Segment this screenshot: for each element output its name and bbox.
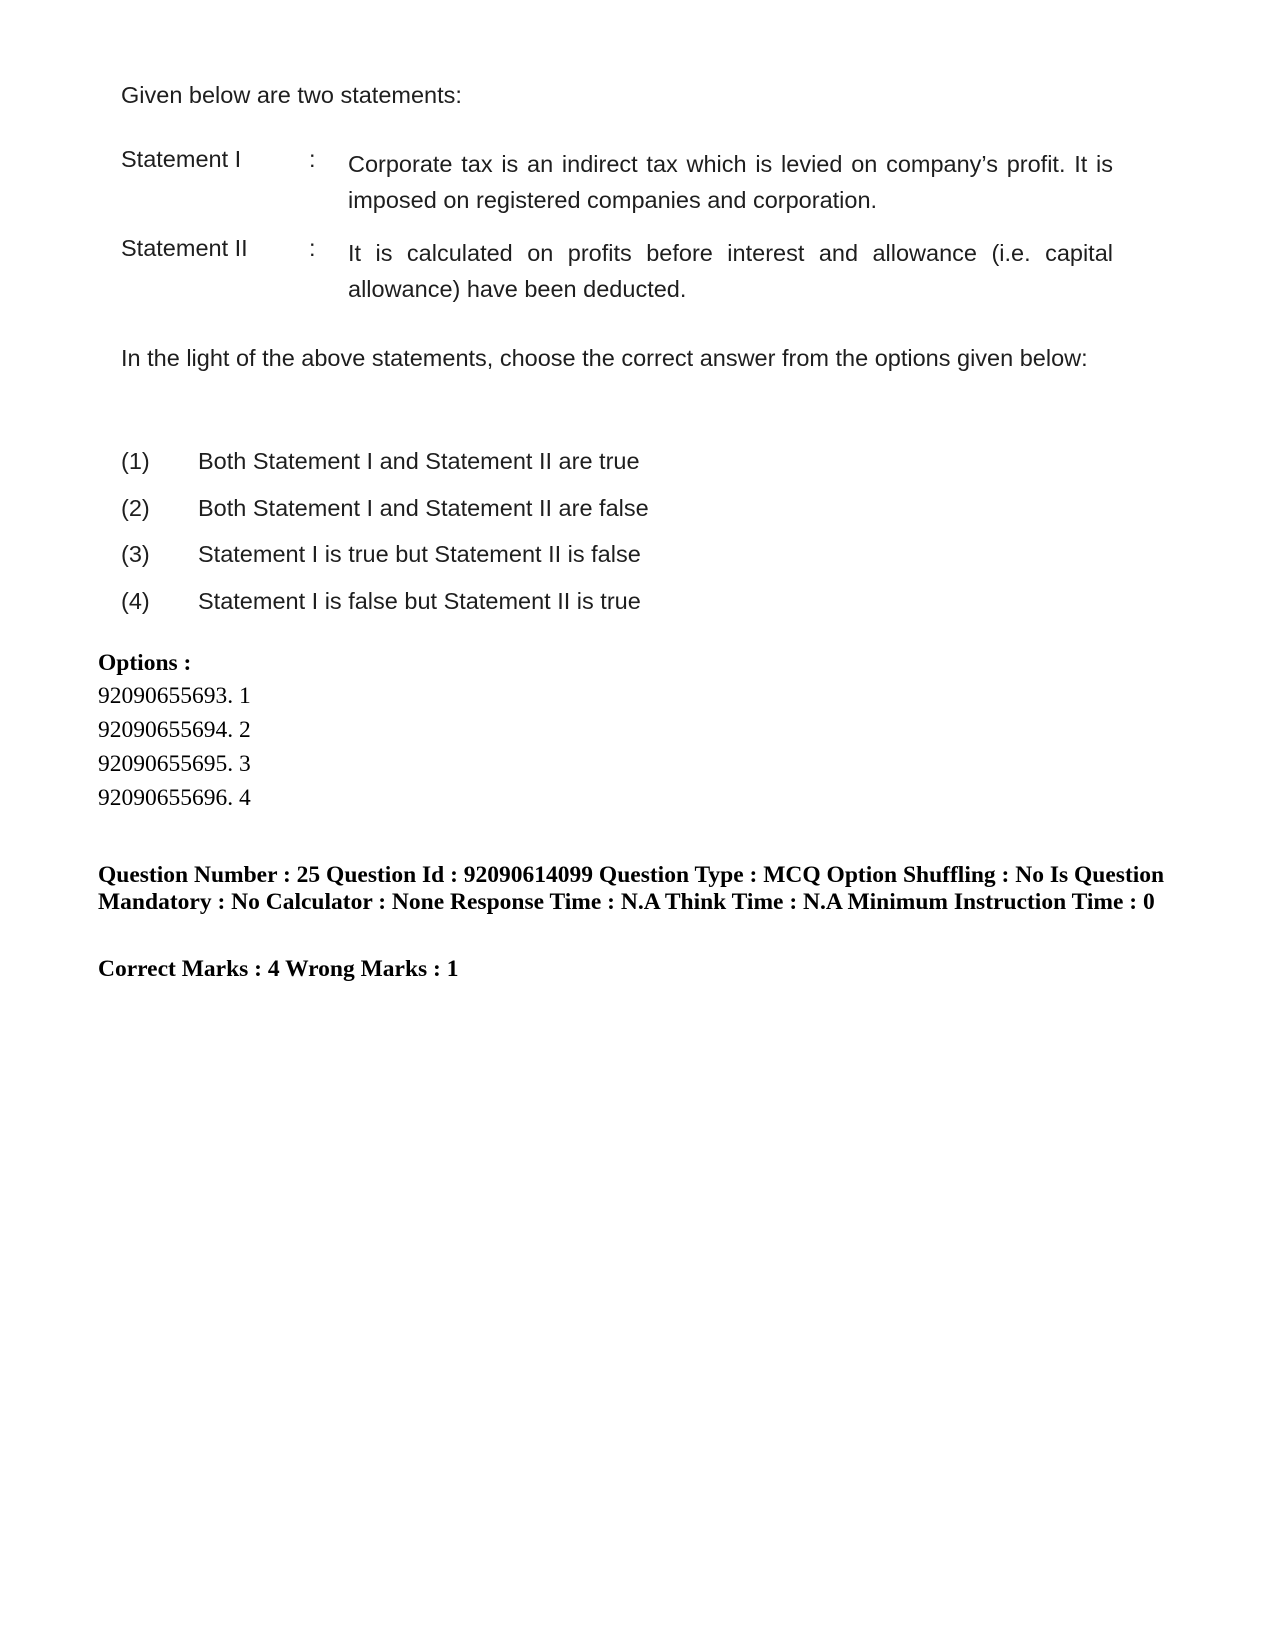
choice-1-number: (1) — [121, 448, 150, 474]
choice-2-text: Both Statement I and Statement II are false — [198, 495, 649, 521]
statement-2-colon: : — [309, 235, 316, 261]
statement-2-label: Statement II — [121, 235, 248, 261]
choice-3-number: (3) — [121, 541, 150, 567]
choice-4-text: Statement I is false but Statement II is true — [198, 588, 641, 614]
option-item-4: 92090655696. 4 — [98, 785, 251, 811]
choice-1-text: Both Statement I and Statement II are true — [198, 448, 640, 474]
question-marks: Correct Marks : 4 Wrong Marks : 1 — [98, 956, 459, 982]
statement-2-text: It is calculated on profits before interest and allowance (i.e. capital allowance) have been deducted. — [348, 240, 1113, 302]
option-item-3: 92090655695. 3 — [98, 751, 251, 777]
statement-1-label: Statement I — [121, 146, 242, 172]
question-meta: Question Number : 25 Question Id : 92090614099 Question Type : MCQ Option Shuffling : No Is Question Mandatory : No Calculator : None Response Time : N.A Think Time : N.A Minimum Instruction Time : 0 — [98, 862, 1165, 915]
choice-4-number: (4) — [121, 588, 150, 614]
statement-1-text: Corporate tax is an indirect tax which is levied on company’s profit. It is imposed on registered companies and corporation. — [348, 151, 1113, 213]
choice-3-text: Statement I is true but Statement II is false — [198, 541, 641, 567]
question-intro: Given below are two statements: — [121, 82, 462, 108]
options-title: Options : — [98, 650, 192, 676]
question-instruction: In the light of the above statements, choose the correct answer from the options given below: — [121, 345, 1088, 371]
choice-2-number: (2) — [121, 495, 150, 521]
option-item-2: 92090655694. 2 — [98, 717, 251, 743]
option-item-1: 92090655693. 1 — [98, 683, 251, 709]
statement-1-colon: : — [309, 146, 316, 172]
